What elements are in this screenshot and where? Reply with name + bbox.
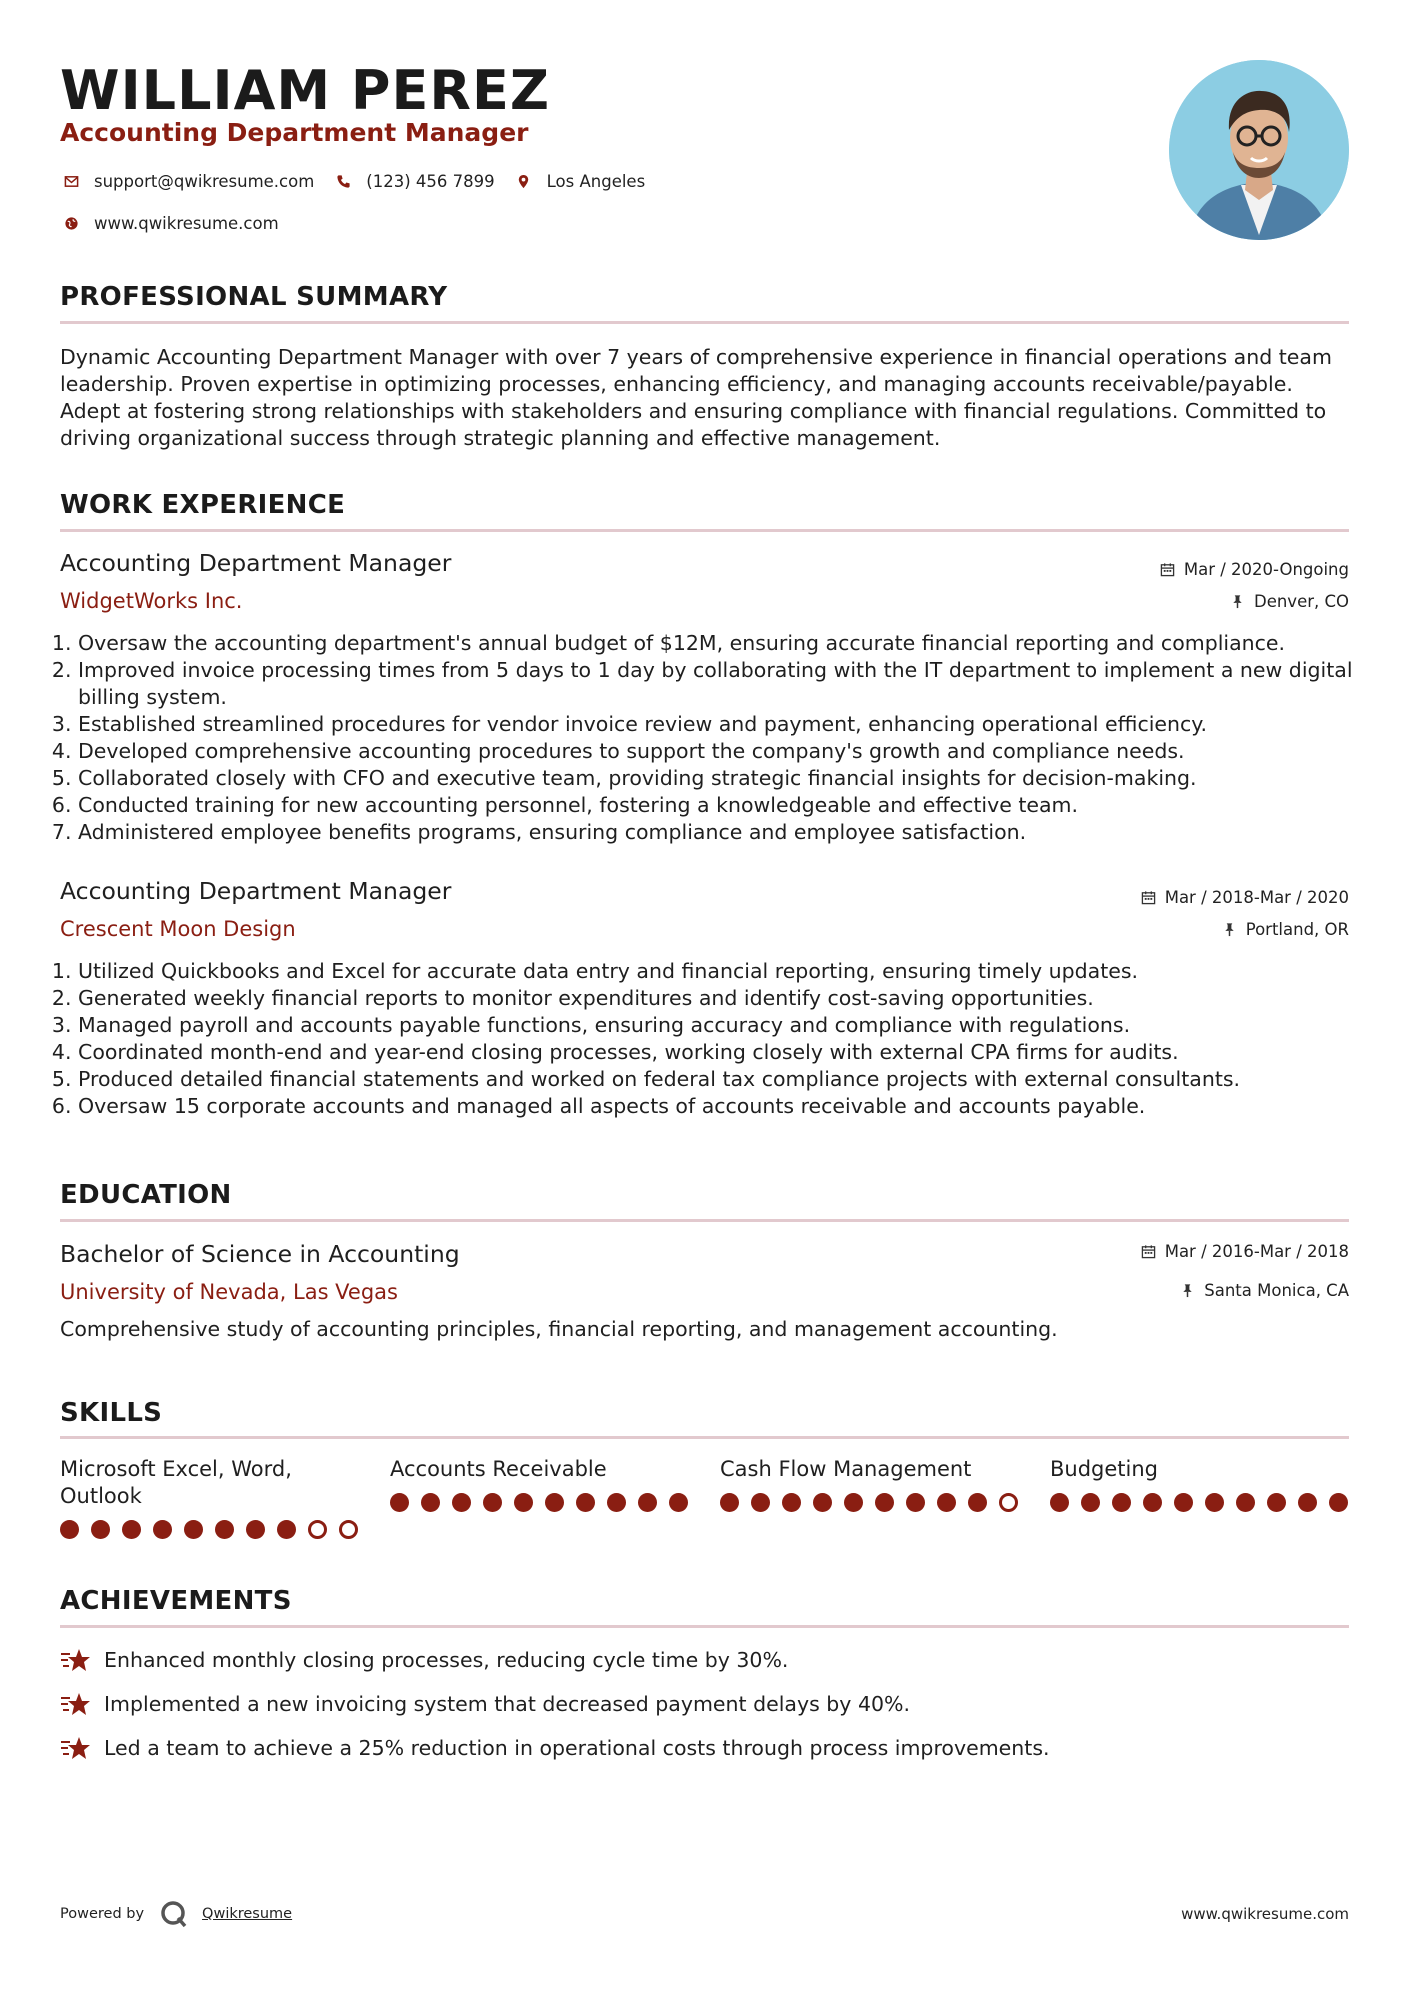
education-heading: EDUCATION xyxy=(60,1180,232,1210)
profile-photo xyxy=(1169,60,1349,240)
pushpin-icon xyxy=(1222,922,1237,937)
calendar-icon xyxy=(1160,562,1175,577)
summary-text: Dynamic Accounting Department Manager with over 7 years of comprehensive experience in financial operations and team leadership. Proven expertise in optimizing processes, enhancing efficiency, and managing accounts receivable/payable. Adept at fostering strong relationships with stakeholders and ensuring compliance with financial regulations. Committed to driving organizational success through strategic planning and effective management. xyxy=(60,345,1332,450)
skill-dot-filled xyxy=(1050,1493,1069,1512)
candidate-title: Accounting Department Manager xyxy=(60,118,529,147)
skill-dot-filled xyxy=(421,1493,440,1512)
list-item: 3. Established streamlined procedures for vendor invoice review and payment, enhancing operational efficiency. xyxy=(78,711,1368,738)
candidate-name: WILLIAM PEREZ xyxy=(60,59,550,122)
skill-dot-filled xyxy=(1143,1493,1162,1512)
skill-dot-filled xyxy=(1205,1493,1224,1512)
education-divider xyxy=(60,1219,1349,1222)
skill-dot-filled xyxy=(1236,1493,1255,1512)
skill-label: Budgeting xyxy=(1050,1457,1159,1481)
job-dates: Mar / 2018-Mar / 2020 xyxy=(1141,888,1349,907)
list-item: 1. Utilized Quickbooks and Excel for accurate data entry and financial reporting, ensuring timely updates. xyxy=(78,958,1368,985)
skill-rating xyxy=(390,1493,690,1512)
education-degree: Bachelor of Science in Accounting xyxy=(60,1240,460,1268)
phone-text: (123) 456 7899 xyxy=(366,172,495,191)
skill-dot-filled xyxy=(1081,1493,1100,1512)
star-icon xyxy=(60,1734,92,1762)
job-company: WidgetWorks Inc. xyxy=(60,589,243,613)
summary-heading: PROFESSIONAL SUMMARY xyxy=(60,282,448,312)
list-item: 2. Generated weekly financial reports to monitor expenditures and identify cost-saving opportunities. xyxy=(78,985,1368,1012)
skill-dot-filled xyxy=(514,1493,533,1512)
skill-dot-filled xyxy=(937,1493,956,1512)
list-item: 4. Coordinated month-end and year-end closing processes, working closely with external CPA firms for audits. xyxy=(78,1039,1368,1066)
skill-dot-filled xyxy=(906,1493,925,1512)
education-description: Comprehensive study of accounting principles, financial reporting, and management accounting. xyxy=(60,1317,1058,1341)
skill-dot-filled xyxy=(60,1520,79,1539)
skill-dot-filled xyxy=(844,1493,863,1512)
skill-dot-filled xyxy=(1112,1493,1131,1512)
job-bullets xyxy=(60,630,1368,846)
skill-dot-filled xyxy=(576,1493,595,1512)
skill-dot-filled xyxy=(545,1493,564,1512)
skill-dot-filled xyxy=(875,1493,894,1512)
skill-rating xyxy=(60,1520,360,1539)
skill-dot-filled xyxy=(813,1493,832,1512)
job-company: Crescent Moon Design xyxy=(60,917,296,941)
skill-dot-filled xyxy=(968,1493,987,1512)
skill-dot-empty xyxy=(999,1493,1018,1512)
location-pin-icon xyxy=(513,174,535,189)
list-item: 6. Oversaw 15 corporate accounts and managed all aspects of accounts receivable and accounts payable. xyxy=(78,1093,1368,1120)
contact-row xyxy=(60,172,645,191)
list-item: 5. Produced detailed financial statements and worked on federal tax compliance projects with external consultants. xyxy=(78,1066,1368,1093)
experience-divider xyxy=(60,529,1349,532)
skill-dot-filled xyxy=(1298,1493,1317,1512)
skill-dot-filled xyxy=(1267,1493,1286,1512)
job-role: Accounting Department Manager xyxy=(60,549,452,577)
skill-dot-filled xyxy=(277,1520,296,1539)
footer-url[interactable]: www.qwikresume.com xyxy=(1181,1905,1349,1923)
calendar-icon xyxy=(1141,890,1156,905)
achievement-item: Enhanced monthly closing processes, reducing cycle time by 30%. xyxy=(60,1646,788,1674)
skill-item xyxy=(60,1456,360,1539)
list-item: 6. Conducted training for new accounting personnel, fostering a knowledgeable and effective team. xyxy=(78,792,1368,819)
skill-dot-filled xyxy=(483,1493,502,1512)
achievement-item: Led a team to achieve a 25% reduction in operational costs through process improvements. xyxy=(60,1734,1050,1762)
achievement-item: Implemented a new invoicing system that decreased payment delays by 40%. xyxy=(60,1690,910,1718)
list-item: 2. Improved invoice processing times from 5 days to 1 day by collaborating with the IT department to implement a new digital billing system. xyxy=(78,657,1368,711)
pushpin-icon xyxy=(1180,1283,1195,1298)
list-item: 1. Oversaw the accounting department's annual budget of $12M, ensuring accurate financial reporting and compliance. xyxy=(78,630,1368,657)
footer-powered-by: Powered by Qwikresume xyxy=(60,1900,292,1928)
skill-dot-filled xyxy=(122,1520,141,1539)
list-item: 7. Administered employee benefits programs, ensuring compliance and employee satisfaction. xyxy=(78,819,1368,846)
skill-dot-empty xyxy=(308,1520,327,1539)
skill-dot-filled xyxy=(452,1493,471,1512)
calendar-icon xyxy=(1141,1244,1156,1259)
skill-label: Microsoft Excel, Word, Outlook xyxy=(60,1457,292,1508)
qwikresume-logo-icon xyxy=(160,1900,188,1928)
skill-dot-filled xyxy=(720,1493,739,1512)
skill-dot-filled xyxy=(782,1493,801,1512)
list-item: 3. Managed payroll and accounts payable functions, ensuring accuracy and compliance with regulations. xyxy=(78,1012,1368,1039)
star-icon xyxy=(60,1690,92,1718)
list-item: 4. Developed comprehensive accounting procedures to support the company's growth and compliance needs. xyxy=(78,738,1368,765)
job-location: Denver, CO xyxy=(1230,592,1349,611)
education-school: University of Nevada, Las Vegas xyxy=(60,1280,398,1304)
skill-dot-filled xyxy=(751,1493,770,1512)
email-text[interactable]: support@qwikresume.com xyxy=(94,172,315,191)
skill-item xyxy=(1050,1456,1350,1512)
achievements-heading: ACHIEVEMENTS xyxy=(60,1586,292,1616)
experience-heading: WORK EXPERIENCE xyxy=(60,490,346,520)
phone-icon xyxy=(332,174,354,189)
skill-dot-filled xyxy=(153,1520,172,1539)
pushpin-icon xyxy=(1230,594,1245,609)
star-icon xyxy=(60,1646,92,1674)
skill-item xyxy=(390,1456,690,1512)
location-text: Los Angeles xyxy=(546,172,646,191)
mail-icon xyxy=(60,174,82,189)
skills-heading: SKILLS xyxy=(60,1398,163,1428)
skill-item xyxy=(720,1456,1020,1512)
skill-dot-filled xyxy=(184,1520,203,1539)
job-bullets xyxy=(60,958,1368,1120)
job-dates: Mar / 2020-Ongoing xyxy=(1160,560,1349,579)
job-role: Accounting Department Manager xyxy=(60,877,452,905)
skill-dot-filled xyxy=(91,1520,110,1539)
education-location: Santa Monica, CA xyxy=(1180,1281,1349,1300)
skill-dot-filled xyxy=(1329,1493,1348,1512)
skill-dot-filled xyxy=(638,1493,657,1512)
skill-dot-filled xyxy=(669,1493,688,1512)
skill-rating xyxy=(720,1493,1020,1512)
skill-label: Accounts Receivable xyxy=(390,1457,607,1481)
skill-dot-filled xyxy=(1174,1493,1193,1512)
job-location: Portland, OR xyxy=(1222,920,1349,939)
achievements-divider xyxy=(60,1625,1349,1628)
skill-dot-filled xyxy=(607,1493,626,1512)
skill-dot-filled xyxy=(246,1520,265,1539)
skill-dot-filled xyxy=(215,1520,234,1539)
education-dates: Mar / 2016-Mar / 2018 xyxy=(1141,1242,1349,1261)
qwikresume-link[interactable]: Qwikresume xyxy=(202,1906,293,1922)
summary-divider xyxy=(60,321,1349,324)
skill-rating xyxy=(1050,1493,1350,1512)
skill-label: Cash Flow Management xyxy=(720,1457,972,1481)
skills-divider xyxy=(60,1436,1349,1439)
list-item: 5. Collaborated closely with CFO and executive team, providing strategic financial insights for decision-making. xyxy=(78,765,1368,792)
website-text[interactable]: www.qwikresume.com xyxy=(94,214,279,233)
skill-dot-filled xyxy=(390,1493,409,1512)
website-row xyxy=(60,214,279,233)
globe-icon xyxy=(60,216,82,231)
skill-dot-empty xyxy=(339,1520,358,1539)
